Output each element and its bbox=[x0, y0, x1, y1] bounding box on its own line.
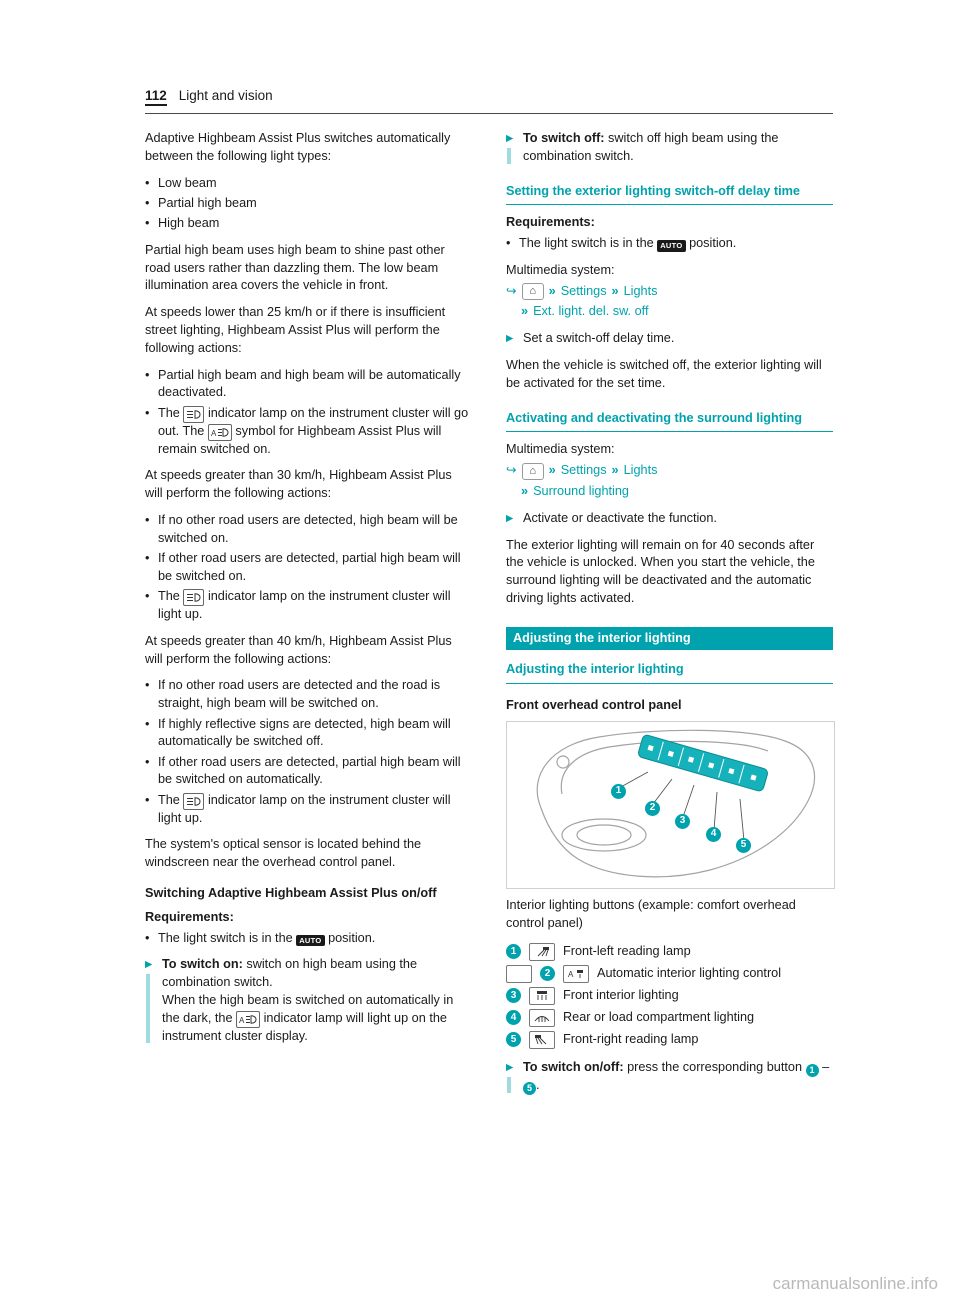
light-types-list bbox=[145, 175, 472, 233]
section-heading-surround: Activating and deactivating the surround lighting bbox=[506, 410, 833, 433]
menu-path bbox=[506, 483, 833, 501]
bullet-icon: • bbox=[145, 367, 150, 382]
list-item: • Low beam bbox=[145, 175, 472, 193]
bullet-icon: • bbox=[145, 716, 150, 731]
figure-callout-1: 1 bbox=[611, 784, 626, 799]
instruction-switch-off: ▶ To switch off: switch off high beam using the combination switch. bbox=[506, 130, 833, 166]
highbeam-assist-symbol-icon bbox=[208, 424, 232, 441]
action-arrow-icon: ▶ bbox=[506, 333, 514, 345]
section-heading-interior: Adjusting the interior lighting bbox=[506, 661, 833, 684]
figure-callout-4: 4 bbox=[706, 827, 721, 842]
multimedia-label: Multimedia system: bbox=[506, 262, 615, 277]
menu-item-lights: Lights bbox=[623, 463, 658, 478]
chevrons-icon: » bbox=[611, 463, 619, 478]
action-arrow-icon: ▶ bbox=[506, 130, 523, 166]
list-item: • If other road users are detected, partial high beam will be switched on automatically. bbox=[145, 754, 472, 790]
legend-row bbox=[506, 943, 833, 961]
speed-25-list bbox=[145, 367, 472, 459]
legend-label: Front interior lighting bbox=[563, 987, 679, 1002]
list-item: • High beam bbox=[145, 215, 472, 233]
paragraph-speed-40: At speeds greater than 40 km/h, Highbeam Assist Plus will perform the following actions: bbox=[145, 633, 452, 666]
menu-item-surround: Surround lighting bbox=[533, 483, 629, 498]
right-column bbox=[506, 130, 833, 1104]
speed-30-list bbox=[145, 512, 472, 624]
front-right-reading-lamp-icon bbox=[529, 1031, 555, 1049]
list-item: • If no other road users are detected and the road is straight, high beam will be switched on. bbox=[145, 677, 472, 713]
action-arrow-icon: ▶ bbox=[145, 956, 162, 1045]
automatic-interior-lighting-icon bbox=[563, 965, 589, 983]
legend-label: Rear or load compartment lighting bbox=[563, 1009, 755, 1024]
subsection-heading-switching: Switching Adaptive Highbeam Assist Plus on/off bbox=[145, 886, 437, 900]
requirements-list bbox=[506, 235, 833, 253]
bullet-icon: • bbox=[145, 513, 150, 527]
figure-callout-5: 5 bbox=[736, 838, 751, 853]
bullet-icon: • bbox=[145, 754, 150, 769]
instruction-label: To switch off: bbox=[523, 131, 605, 145]
figure-callout-3: 3 bbox=[675, 814, 690, 829]
figure-caption: Interior lighting buttons (example: comfort overhead control panel) bbox=[506, 897, 796, 930]
menu-item-settings: Settings bbox=[560, 463, 607, 478]
multimedia-label: Multimedia system: bbox=[506, 442, 615, 457]
manual-page bbox=[145, 88, 833, 1104]
bullet-icon: • bbox=[145, 175, 150, 190]
list-item: • If other road users are detected, partial high beam will be switched on. bbox=[145, 550, 472, 586]
highbeam-assist-indicator-icon bbox=[236, 1011, 260, 1028]
menu-item-settings: Settings bbox=[560, 283, 607, 298]
auto-position-icon: AUTO bbox=[296, 935, 324, 947]
instruction-label: To switch on: bbox=[162, 957, 243, 972]
bullet-icon: • bbox=[145, 792, 150, 807]
instruction-switch-on: ▶ To switch on: switch on high beam using the combination switch. When the high beam is switched on automatically in the dark, the A indicator lamp will light up on the instrument cluster display. bbox=[145, 956, 472, 1045]
list-item: • The indicator lamp on the instrument cluster will light up. bbox=[145, 588, 472, 624]
legend-label: Front-right reading lamp bbox=[563, 1031, 699, 1046]
chevrons-icon: » bbox=[521, 483, 529, 498]
menu-item-lights: Lights bbox=[623, 283, 658, 298]
menu-arrow-icon: ↪ bbox=[506, 283, 517, 298]
list-item: • Partial high beam bbox=[145, 195, 472, 213]
paragraph-sensor: The system's optical sensor is located behind the windscreen near the overhead control panel. bbox=[145, 837, 422, 870]
section-heading-delay: Setting the exterior lighting switch-off delay time bbox=[506, 183, 833, 206]
menu-arrow-icon: ↪ bbox=[506, 463, 517, 478]
svg-text:A: A bbox=[239, 1015, 245, 1024]
home-icon: ⌂ bbox=[522, 283, 544, 300]
bullet-icon: • bbox=[506, 236, 511, 251]
rear-compartment-lighting-icon bbox=[529, 1009, 555, 1027]
legend-number: 1 bbox=[506, 944, 521, 959]
front-left-reading-lamp-icon bbox=[529, 943, 555, 961]
list-item: • Partial high beam and high beam will be automatically deactivated. bbox=[145, 367, 472, 403]
legend-label: Automatic interior lighting control bbox=[597, 965, 782, 980]
chevrons-icon: » bbox=[611, 283, 619, 298]
bullet-icon: • bbox=[145, 930, 150, 945]
requirements-list bbox=[145, 930, 472, 948]
legend-number: 3 bbox=[506, 988, 521, 1003]
paragraph-delay: When the vehicle is switched off, the exterior lighting will be activated for the set time. bbox=[506, 358, 822, 390]
high-beam-indicator-icon bbox=[183, 589, 204, 606]
chapter-title: Light and vision bbox=[178, 88, 273, 103]
list-item: • The light switch is in the AUTO position. bbox=[506, 235, 833, 253]
action-arrow-icon: ▶ bbox=[506, 512, 514, 524]
list-item: • If no other road users are detected, high beam will be switched on. bbox=[145, 512, 472, 548]
paragraph-speed-30: At speeds greater than 30 km/h, Highbeam Assist Plus will perform the following actions: bbox=[145, 468, 452, 501]
paragraph-intro: Adaptive Highbeam Assist Plus switches automatically between the following light types: bbox=[145, 131, 451, 163]
svg-text:A: A bbox=[568, 970, 574, 980]
page-number: 112 bbox=[145, 88, 167, 106]
bullet-icon: • bbox=[145, 551, 150, 566]
overhead-panel-figure bbox=[506, 721, 835, 889]
legend-number: 5 bbox=[506, 1032, 521, 1047]
legend-row bbox=[506, 1031, 833, 1049]
speed-40-list bbox=[145, 677, 472, 827]
menu-path bbox=[506, 303, 833, 321]
button-number-1: 1 bbox=[806, 1064, 819, 1077]
list-item: • The light switch is in the AUTO position. bbox=[145, 930, 472, 948]
menu-item-delay: Ext. light. del. sw. off bbox=[533, 304, 649, 319]
auto-position-icon: AUTO bbox=[657, 240, 685, 252]
instruction-activate-surround: ▶ Activate or deactivate the function. bbox=[506, 510, 833, 528]
overhead-panel-drawing bbox=[507, 722, 834, 888]
bullet-icon: • bbox=[145, 589, 150, 604]
list-item: • The indicator lamp on the instrument cluster will light up. bbox=[145, 792, 472, 828]
legend-number: 4 bbox=[506, 1010, 521, 1025]
button-legend bbox=[506, 943, 833, 1049]
bullet-icon: • bbox=[145, 216, 150, 231]
requirements-label: Requirements: bbox=[506, 215, 595, 230]
bullet-icon: • bbox=[145, 678, 150, 693]
legend-row bbox=[506, 965, 833, 983]
left-column bbox=[145, 130, 472, 1104]
chevrons-icon: » bbox=[521, 304, 529, 319]
legend-number: 2 bbox=[540, 966, 555, 981]
paragraph-surround: The exterior lighting will remain on for 40 seconds after the vehicle is unlocked. When you start the vehicle, the surround lighting will be deactivated and the automatic driving lights activated. bbox=[506, 537, 815, 605]
paragraph-partial-beam: Partial high beam uses high beam to shine past other road users rather than dazzling them. The low beam illumination area covers the vehicle in front. bbox=[145, 242, 445, 293]
front-interior-lighting-icon bbox=[529, 987, 555, 1005]
subsection-heading-panel: Front overhead control panel bbox=[506, 698, 682, 713]
menu-path bbox=[506, 283, 833, 301]
instruction-set-delay: ▶ Set a switch-off delay time. bbox=[506, 330, 833, 348]
high-beam-indicator-icon bbox=[183, 406, 204, 423]
figure-callout-2: 2 bbox=[645, 801, 660, 816]
legend-row bbox=[506, 1009, 833, 1027]
page-header bbox=[145, 88, 833, 114]
chevrons-icon: » bbox=[548, 463, 556, 478]
button-number-5: 5 bbox=[523, 1082, 536, 1095]
requirements-label: Requirements: bbox=[145, 909, 234, 924]
instruction-switch-on-off: ▶ To switch on/off: press the corresponding button 1 – 5 . bbox=[506, 1059, 830, 1093]
svg-text:A: A bbox=[210, 428, 217, 437]
bullet-icon: • bbox=[145, 195, 150, 210]
bullet-icon: • bbox=[145, 405, 150, 420]
legend-number-wrap bbox=[506, 965, 532, 983]
paragraph-speed-25: At speeds lower than 25 km/h or if there is insufficient street lighting, Highbeam Assist Plus will perform the following actions: bbox=[145, 305, 446, 355]
menu-path bbox=[506, 462, 833, 480]
watermark: carmanualsonline.info bbox=[772, 1274, 938, 1293]
list-item: • If highly reflective signs are detected, high beam will automatically be switched off. bbox=[145, 716, 472, 752]
chevrons-icon: » bbox=[548, 283, 556, 298]
home-icon: ⌂ bbox=[522, 463, 544, 480]
high-beam-indicator-icon bbox=[183, 793, 204, 810]
action-arrow-icon: ▶ bbox=[506, 1059, 523, 1095]
chapter-banner: Adjusting the interior lighting bbox=[506, 627, 833, 651]
legend-label: Front-left reading lamp bbox=[563, 943, 691, 958]
legend-row bbox=[506, 987, 833, 1005]
instruction-label: To switch on/off: bbox=[523, 1059, 624, 1074]
list-item: • The indicator lamp on the instrument cluster will go out. The A symbol for Highbeam Assist Plus will remain switched on. bbox=[145, 405, 472, 459]
